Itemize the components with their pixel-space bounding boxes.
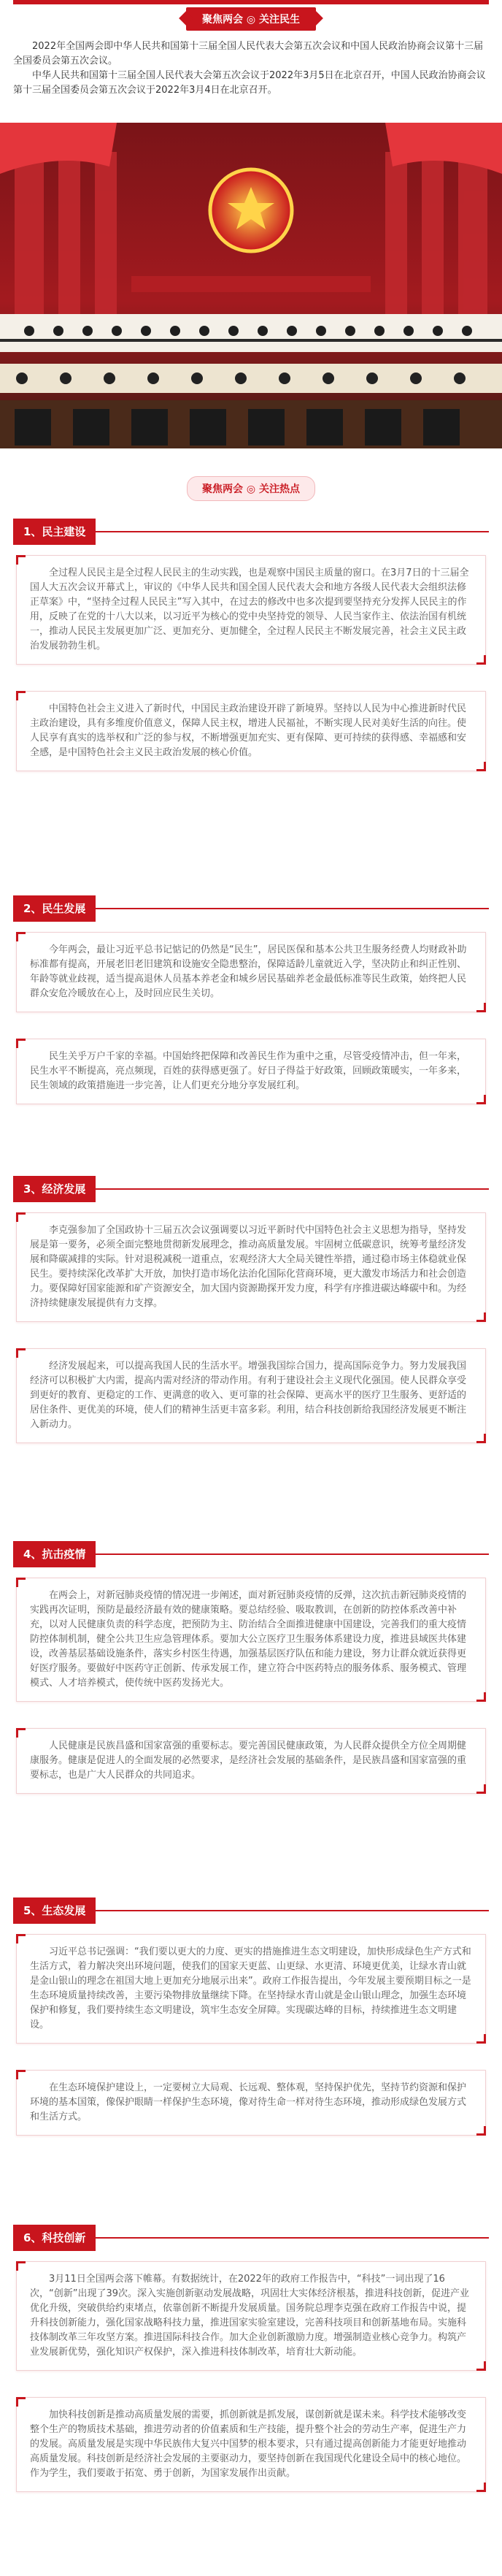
text-card (16, 1039, 486, 1104)
card-text: 在生态环境保护建设上，一定要树立大局观、长远观、整体观，坚持保护优先，坚持节约资源和保护环境的基本国策，像保护眼睛一样保护生态环境，像对待生命一样对待生态环境，推动形成绿色发展方式和生活方式。 (30, 2082, 467, 2122)
section-epidemic (13, 1541, 489, 1794)
text-card (16, 1728, 486, 1794)
text-card (16, 2070, 486, 2136)
card-text: 中国特色社会主义进入了新时代，中国民主政治建设开辟了新境界。坚持以人民为中心推进新时代民主政治建设，具有多维度价值意义，保障人民主权，增进人民福祉，不断实现人民对美好生活的向往。使人民享有真实的选举权和广泛的参与权，不断增强更加充实、更有保障、更可持续的获得感、幸福感和安全感，是中国特色社会主义民主政治发展的核心价值。 (30, 703, 467, 758)
intro-paragraph: 2022年全国两会即中华人民共和国第十三届全国人民代表大会第五次会议和中国人民政治协商会议第十三届全国委员会第五次会议。 (13, 41, 484, 66)
text-card (16, 2261, 486, 2371)
card-text: 今年两会，最让习近平总书记惦记的仍然是“民生”，居民医保和基本公共卫生服务经费人均财政补助标准都有提高，开展老旧老旧建筑和设施安全隐患整治，保障适龄儿童就近入学，坚决防止和纠正性别、年龄等就业歧视，适当提高退休人员基本养老金和城乡居民基础养老金最低标准等民生政策，始终把人民群众安危冷暖放在心上，及时回应民生关切。 (30, 944, 467, 999)
top-bar (13, 0, 489, 4)
header-tag: 聚焦两会 ◎ 关注民生 (186, 7, 316, 31)
section-title: 5、生态发展 (13, 1897, 96, 1924)
card-text: 在两会上，对新冠肺炎疫情的情况进一步阐述，面对新冠肺炎疫情的反弹，这次抗击新冠肺炎疫情的实践再次证明，预防是最经济最有效的健康策略。要总结经验、吸取教训，在创新的防控体系改善中补充，以对人民健康负责的科学态度，把预防为主、防治结合全面推进健康中国建设，完善我们的重大疫情防控体制机制，健全公共卫生应急管理体系。要加大公立医疗卫生服务体系建设力度，推进县域医共体建设，改善基层基础设施条件，落实乡村医生待遇，加强基层医疗队伍和能力建设，努力让群众就近获得更好医疗服务。要做好中医药守正创新、传承发展工作，建立符合中医药特点的服务体系、服务模式、管理模式、人才培养模式，使传统中医药发扬光大。 (30, 1590, 467, 1689)
section-header (13, 895, 489, 922)
section-title: 3、经济发展 (13, 1176, 96, 1202)
section-economy (13, 1176, 489, 1443)
card-text: 经济发展起来，可以提高我国人民的生活水平。增强我国综合国力，提高国际竞争力。努力发展我国经济可以积极扩大内需，提高内需对经济的带动作用。有利于建设社会主义现代化强国。使人民群众享受到更好的教育、更稳定的工作、更满意的收入、更可靠的社会保障、更高水平的医疗卫生服务、更舒适的居住条件、更优美的环境，使人们的精神生活更丰富多彩。利用，结合科技创新给我国经济发展更不断注入新动力。 (30, 1361, 467, 1430)
hero-image (0, 123, 502, 448)
section-democracy (13, 519, 489, 771)
text-card (16, 691, 486, 771)
text-card (16, 1578, 486, 1702)
section-header (13, 1897, 489, 1924)
section-header (13, 2225, 489, 2251)
section-title: 1、民主建设 (13, 519, 96, 545)
text-card (16, 1212, 486, 1322)
card-text: 3月11日全国两会落下帷幕。有数据统计，在2022年的政府工作报告中，“科技”一词出现了16次，“创新”出现了39次。深入实施创新驱动发展战略，巩固壮大实体经济根基，推进科技创新，促进产业优化升级，突破供给约束堵点，依靠创新不断提升发展质量。国务院总理李克强在政府工作报告中说，提升科技创新能力，强化国家战略科技力量，推进国家实验室建设，完善科技项目和创新基地布局。实施科技体制改革三年攻坚方案。推进国际科技合作。加大企业创新激励力度。增强制造业核心竞争力。构筑产业发展新优势，强化知识产权保护，深入推进科技体制改革，培育壮大新动能。 (30, 2274, 470, 2358)
divider (96, 1553, 489, 1555)
section-ecology (13, 1897, 489, 2136)
assembly-hall-photo (0, 123, 502, 448)
card-text: 加快科技创新是推动高质量发展的需要，抓创新就是抓发展，谋创新就是谋未来。科学技术能够改变整个生产的物质技术基础，推进劳动者的价值素质和生产技能，提升整个社会的劳动生产率，促进生产力的发展。高质量发展是实现中华民族伟大复兴中国梦的根本要求，只有通过提高创新能力才能更好地推动高质量发展。科技创新是经济社会发展的主要驱动力，要坚持创新在我国现代化建设全局中的核心地位。作为学生，我们要敢于拓宽、勇于创新，为国家发展作出贡献。 (30, 2409, 467, 2479)
card-text: 民生关乎万户千家的幸福。中国始终把保障和改善民生作为重中之重，尽管受疫情冲击，但一年来，民生水平不断提高，亮点频现，百姓的获得感更强了。好日子得益于好政策，回顾政策暖实，一年多来，民生领域的政策措施进一步完善，让人们更充分地分享发展红利。 (30, 1051, 467, 1091)
section-title: 6、科技创新 (13, 2225, 96, 2251)
intro-text (13, 39, 489, 98)
divider (96, 908, 489, 909)
section-livelihood (13, 895, 489, 1104)
divider (96, 531, 489, 532)
section-header (13, 1541, 489, 1567)
text-card (16, 1934, 486, 2044)
card-text: 全过程人民民主是全过程人民民主的生动实践，也是观察中国民主质量的窗口。在3月7日的十三届全国人大五次会议开幕式上，审议的《中华人民共和国全国人民代表大会和地方各级人民代表大会组织法修正草案》中，“坚持全过程人民民主”写入其中，在过去的修改中也多次提到要坚持充分发挥人民民主的作用，反映了在党的十八大以来，以习近平为核心的党中央坚持党的领导、人民当家作主、依法治国有机统一，推动人民民主发展更加广泛、更加充分、更加健全，全过程人民民主不断发展完善，社会主义民主政治发展勃勃生机。 (30, 567, 469, 651)
section-title: 4、抗击疫情 (13, 1541, 96, 1567)
intro-paragraph: 中华人民共和国第十三届全国人民代表大会第五次会议于2022年3月5日在北京召开，中国人民政治协商会议第十三届全国委员会第五次会议于2022年3月4日在北京召开。 (13, 70, 486, 96)
card-text: 习近平总书记强调：“我们要以更大的力度、更实的措施推进生态文明建设，加快形成绿色生产方式和生活方式，着力解决突出环境问题，使我们的国家天更蓝、山更绿、水更清、环境更优美，让绿水青山就是金山银山的理念在祖国大地上更加充分地展示出来”。政府工作报告提出，今年发展主要预期目标之一是生态环境质量持续改善，主要污染物排放量继续下降。在坚持绿水青山就是金山银山理念，加强生态环境保护和修复，我们要持续生态文明建设，筑牢生态安全屏障。实现碳达峰的目标，持续推进生态文明建设。 (30, 1946, 471, 2030)
text-card (16, 555, 486, 665)
section-header (13, 1176, 489, 1202)
divider (96, 1188, 489, 1190)
text-card (16, 932, 486, 1012)
card-text: 李克强参加了全国政协十三届五次会议强调要以习近平新时代中国特色社会主义思想为指导，坚持发展是第一要务，必须全面完整地贯彻新发展理念，推动高质量发展。牢固树立低碳意识，统筹考量经济发展和降碳减排的实际。针对退税减税一道重点，宏观经济大大全局关键性举措，通过稳市场主体稳就业保民生。要持续深化改革扩大开放，加快打造市场化法治化国际化营商环境，更大激发市场活力和社会创造力。要保障好国家能源和矿产资源安全，加大国内资源勘探开发力度，科学有序推进碳达峰碳中和。为经济持续健康发展提供有力支撑。 (30, 1225, 467, 1309)
text-card (16, 1348, 486, 1443)
divider (96, 1910, 489, 1911)
section-innovation (13, 2225, 489, 2492)
text-card (16, 2397, 486, 2492)
card-text: 人民健康是民族昌盛和国家富强的重要标志。要完善国民健康政策，为人民群众提供全方位全周期健康服务。健康是促进人的全面发展的必然要求，是经济社会发展的基础条件，是民族昌盛和国家富强的重要标志，也是广大人民群众的共同追求。 (30, 1740, 467, 1781)
divider (96, 2237, 489, 2239)
section-title: 2、民生发展 (13, 895, 96, 922)
sub-tag: 聚焦两会 ◎ 关注热点 (187, 476, 315, 501)
section-header (13, 519, 489, 545)
